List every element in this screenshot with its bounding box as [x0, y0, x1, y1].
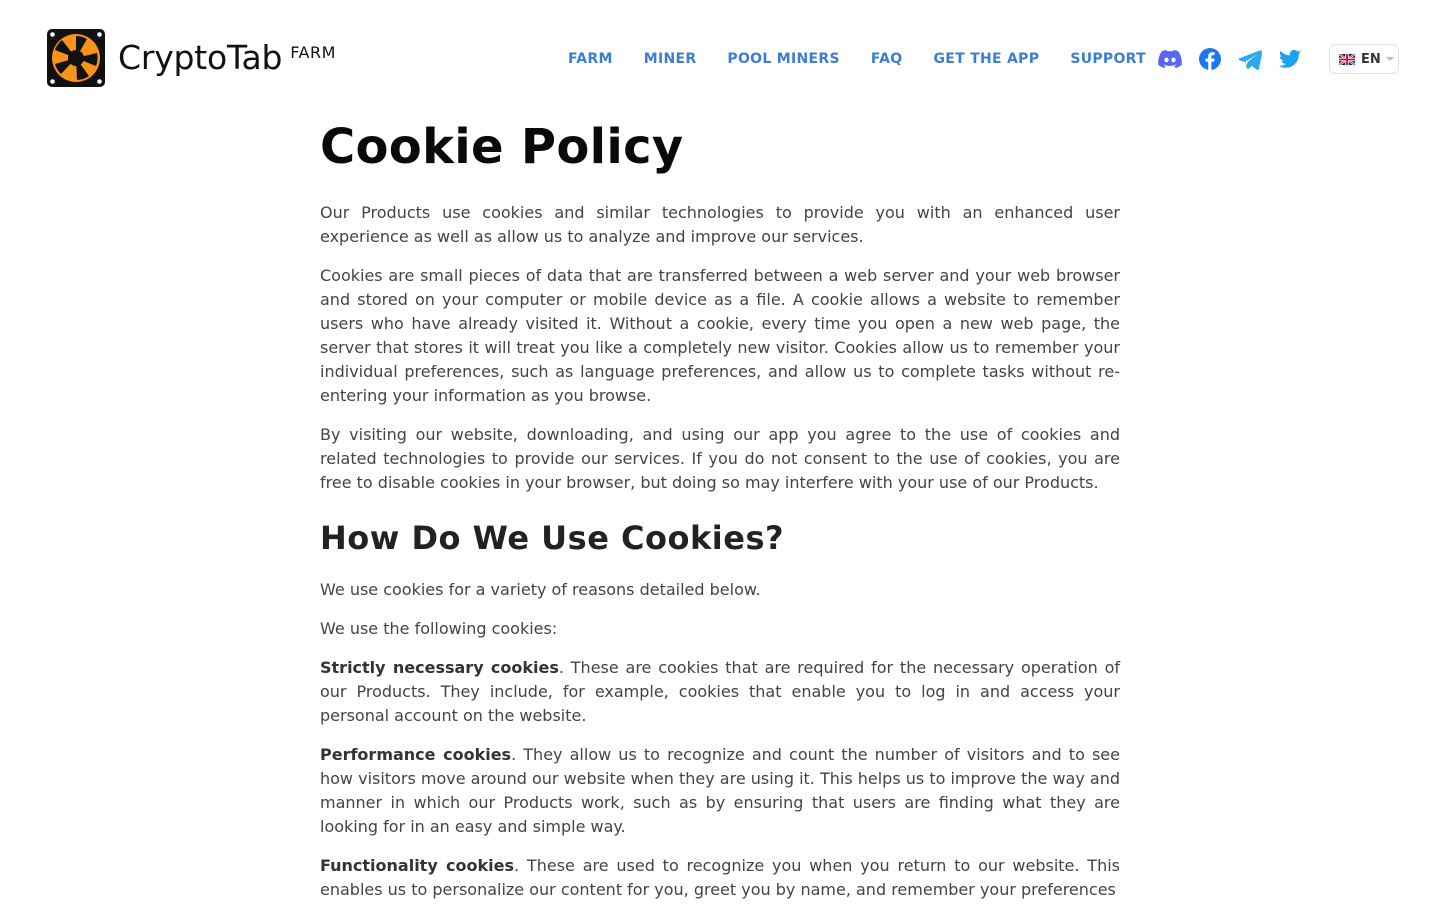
cookie-type-term: Performance cookies — [320, 745, 512, 764]
cookie-type-description: . These are cookies that are required for the necessary operation of our Products. They include, for example, cookies that enable you to log in and access your personal account on the website. — [320, 658, 1120, 725]
logo-wordmark: CryptoTab — [118, 37, 283, 77]
cookie-policy-article — [320, 118, 1120, 917]
cookie-type-term: Strictly necessary cookies — [320, 658, 559, 677]
intro-paragraph: Our Products use cookies and similar technologies to provide you with an enhanced user experience as well as allow us to analyze and improve our services. — [320, 203, 1120, 246]
nav-link-miner[interactable]: MINER — [643, 51, 697, 67]
page-title: Cookie Policy — [320, 119, 684, 175]
language-code: EN — [1361, 51, 1381, 67]
nav-link-faq[interactable]: FAQ — [870, 51, 903, 67]
section-paragraph: We use the following cookies: — [320, 619, 558, 638]
nav-link-farm[interactable]: FARM — [568, 51, 613, 67]
cookie-type-term: Functionality cookies — [320, 856, 515, 875]
cookie-type-paragraph — [320, 743, 1120, 839]
site-header — [0, 0, 1440, 118]
facebook-icon[interactable] — [1198, 47, 1222, 71]
language-selector[interactable] — [1329, 44, 1399, 74]
cryptotab-farm-logo[interactable] — [47, 29, 336, 87]
cookie-type-paragraph — [320, 854, 1120, 902]
nav-link-pool-miners[interactable]: POOL MINERS — [727, 51, 840, 67]
section-paragraph: We use cookies for a variety of reasons detailed below. — [320, 580, 761, 599]
intro-paragraph: By visiting our website, downloading, and using our app you agree to the use of cookies and related technologies to provide our services. If you do not consent to the use of cookies, you are free to disable cookies in your browser, but doing so may interfere with your use of our Products. — [320, 425, 1120, 492]
chevron-down-icon — [1386, 57, 1394, 61]
fan-logo-icon — [47, 29, 105, 87]
telegram-icon[interactable] — [1238, 47, 1262, 71]
uk-flag-icon — [1339, 54, 1355, 65]
twitter-icon[interactable] — [1278, 47, 1302, 71]
nav-link-support[interactable]: SUPPORT — [1070, 51, 1146, 67]
discord-icon[interactable] — [1158, 47, 1182, 71]
main-nav — [568, 51, 1146, 67]
logo-subtitle: FARM — [290, 42, 336, 62]
cookie-type-paragraph — [320, 656, 1120, 728]
nav-link-get-the-app[interactable]: GET THE APP — [933, 51, 1040, 67]
intro-paragraph: Cookies are small pieces of data that are transferred between a web server and your web browser and stored on your computer or mobile device as a file. A cookie allows a website to remember users who have already visited it. Without a cookie, every time you open a new web page, the server that stores it will treat you like a completely new visitor. Cookies allow us to remember your individual preferences, such as language preferences, and allow us to complete tasks without re-entering your information as you browse. — [320, 266, 1120, 405]
section-heading: How Do We Use Cookies? — [320, 519, 785, 557]
cookie-type-description: . They allow us to recognize and count the number of visitors and to see how visitors move around our website when they are using it. This helps us to improve the way and manner in which our Products work, such as by ensuring that users are finding what they are looking for in an easy and simple way. — [320, 745, 1120, 836]
cookie-type-description: . These are used to recognize you when you return to our website. This enables us to personalize our content for you, greet you by name, and remember your preferences — [320, 856, 1120, 899]
social-links — [1158, 47, 1302, 71]
